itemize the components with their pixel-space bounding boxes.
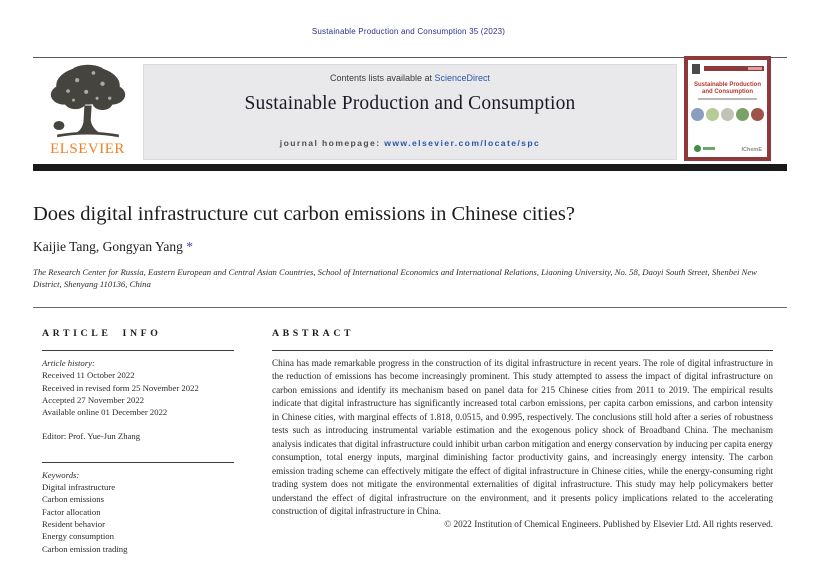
keyword-item: Factor allocation <box>42 506 101 517</box>
editor-line: Editor: Prof. Yue-Jun Zhang <box>42 431 141 442</box>
cover-society-logo-icon <box>694 145 701 152</box>
keyword-item: Carbon emissions <box>42 494 105 505</box>
affiliation-divider <box>33 307 787 308</box>
journal-cover-thumbnail <box>684 56 771 161</box>
elsevier-wordmark: ELSEVIER <box>50 141 125 157</box>
author-names: Kaijie Tang, Gongyan Yang <box>33 239 183 254</box>
corresponding-author-link[interactable]: * <box>186 239 194 254</box>
article-info-column <box>42 328 234 555</box>
keywords-divider <box>42 462 234 463</box>
abstract-column <box>272 328 773 532</box>
abstract-heading: ABSTRACT <box>272 328 355 339</box>
contents-prefix: Contents lists available at <box>329 73 435 83</box>
sciencedirect-link[interactable]: ScienceDirect <box>434 73 491 83</box>
article-info-heading: ARTICLE INFO <box>42 328 162 339</box>
cover-society-logo-text <box>703 147 715 150</box>
cover-title: Sustainable Production and Consumption <box>693 82 761 95</box>
homepage-label: journal homepage: <box>279 138 385 148</box>
elsevier-tree-icon <box>36 62 139 140</box>
history-item: Available online 01 December 2022 <box>42 407 168 418</box>
cover-crest-icon <box>692 64 700 74</box>
history-item: Received 11 October 2022 <box>42 370 135 381</box>
cover-photo-circles <box>691 108 767 122</box>
history-item: Accepted 27 November 2022 <box>42 394 145 405</box>
header-bottom-bar <box>33 164 787 171</box>
elsevier-logo <box>36 62 139 160</box>
history-label: Article history: <box>42 358 95 368</box>
cover-banner <box>704 66 764 71</box>
keywords-label: Keywords: <box>42 469 80 480</box>
homepage-url-link[interactable]: www.elsevier.com/locate/spc <box>384 138 541 148</box>
cover-subtitle-line <box>698 98 757 100</box>
keyword-item: Energy consumption <box>42 531 114 542</box>
journal-citation-header: Sustainable Production and Consumption 35 (2023) <box>311 27 506 36</box>
abstract-text: China has made remarkable progress in the construction of its digital infrastructure in recent years. The role of digital infrastructure in the reduction of emissions has become increasingly prominent. This study attempted to assess the impact of digital infrastructure on carbon emissions and identify its mechanism based on panel data for 215 Chinese cities from 2011 to 2019. The empirical results indicate that digital infrastructure has significantly increased total carbon emissions, per capita carbon emissions, and carbon intensity in Chinese cities, with marginal effects of 1.818, 0.0515, and 0.995, respectively. The conclusions still hold after a series of robustness tests such as introducing instrumental variable estimation and the exogenous policy shock of Broadband China. The mechanism analysis indicates that digital infrastructure could inhibit urban carbon mitigation and energy conservation by inducing per capita energy consumption, total energy inputs, marginal diminishing factor productivity gains, and increasingly energy intensity. The carbon emission trading scheme can effectively mitigate the effect of digital infrastructure in Chinese cities, while the energy-consuming right trading system does not mitigate the environmental externalities of digital infrastructure. This study may help policymakers better understand the effect of digital infrastructure on the environment, and it presents policy implications related to the accelerating construction of digital infrastructure in China. <box>272 358 773 516</box>
author-affiliation: The Research Center for Russia, Eastern European and Central Asian Countries, School of International Economics and International Relations, Liaoning University, No. 58, Daoyi South Street, Shenbei New District, Shenyang 110136, China <box>33 267 757 289</box>
journal-title: Sustainable Production and Consumption <box>244 93 576 114</box>
copyright-line: © 2022 Institution of Chemical Engineers. Published by Elsevier Ltd. All rights reserved. <box>444 519 773 530</box>
journal-header-band <box>143 64 677 160</box>
keyword-item: Digital infrastructure <box>42 482 116 493</box>
keyword-item: Carbon emission trading <box>42 543 128 554</box>
cover-publisher-mark: IChemE <box>741 147 762 153</box>
keyword-item: Resident behavior <box>42 518 105 529</box>
article-info-rule <box>42 350 234 351</box>
article-title: Does digital infrastructure cut carbon emissions in Chinese cities? <box>33 203 575 225</box>
abstract-rule <box>272 350 773 351</box>
article-authors <box>33 239 193 255</box>
homepage-line <box>144 138 676 148</box>
top-divider <box>33 57 787 58</box>
history-item: Received in revised form 25 November 2022 <box>42 382 199 393</box>
contents-line <box>144 73 676 83</box>
